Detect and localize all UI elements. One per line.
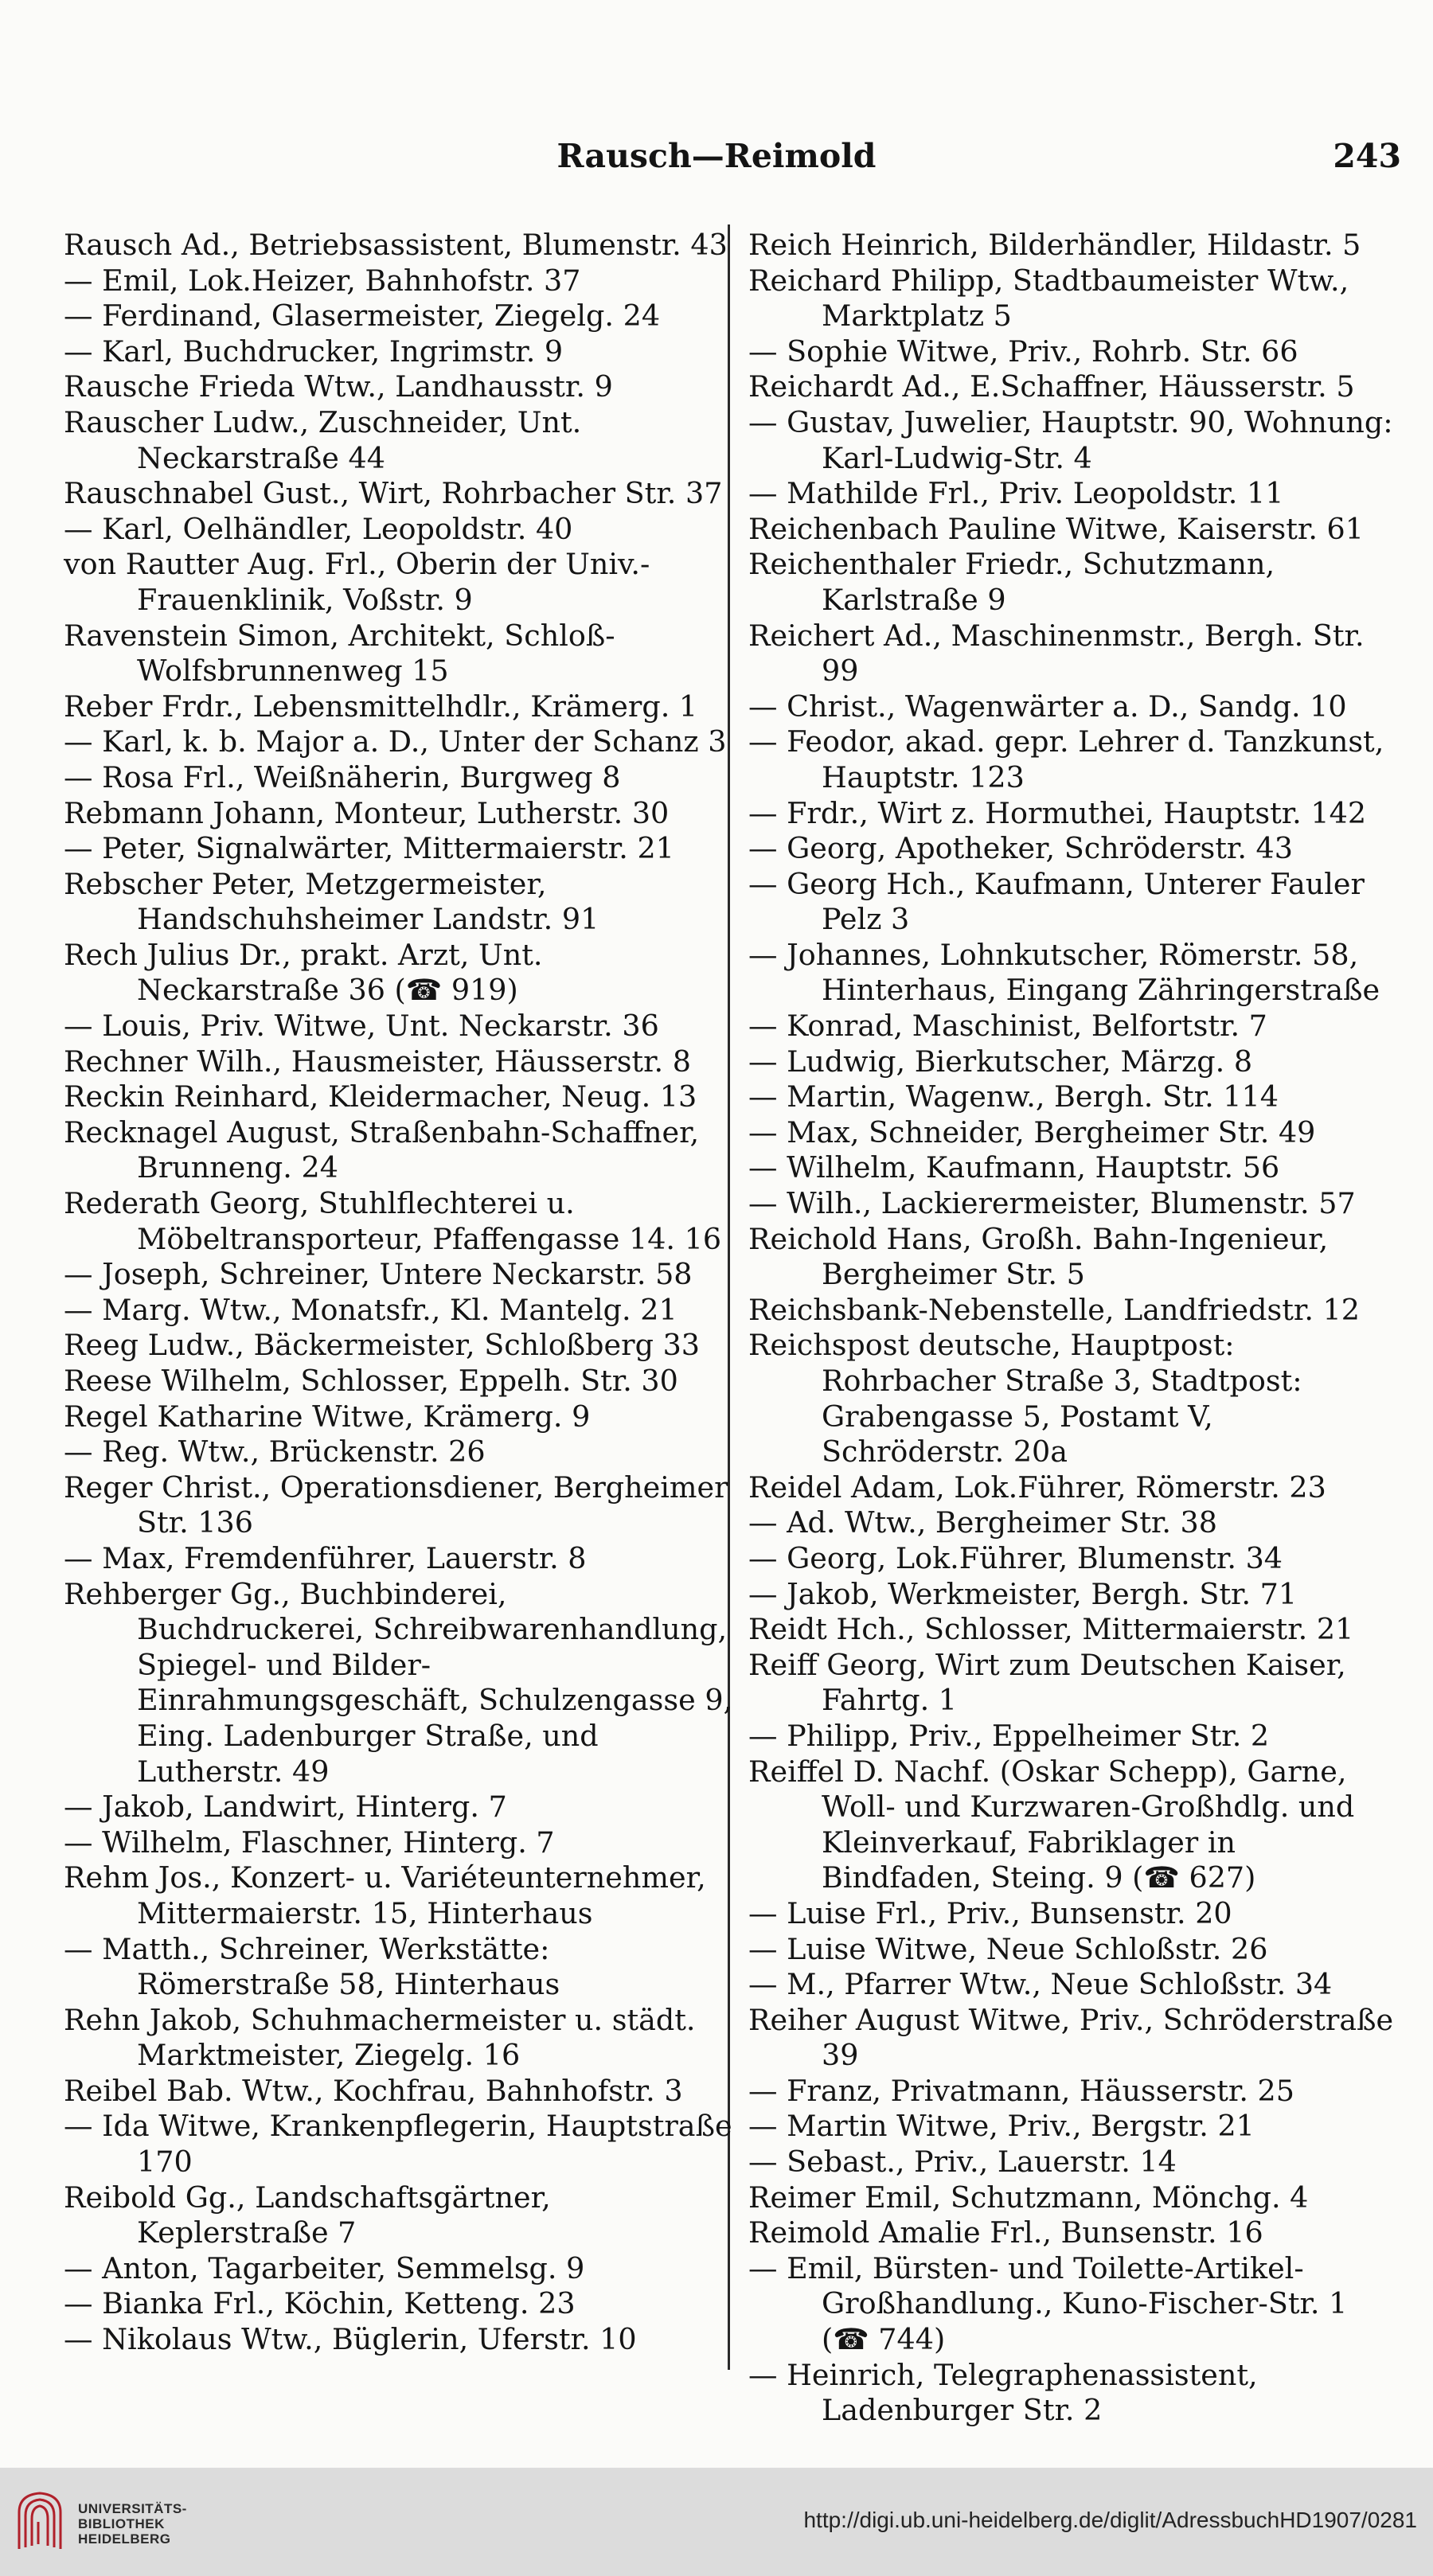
directory-entry: Reimold Amalie Frl., Bunsenstr. 16 <box>748 2215 1263 2250</box>
directory-entry: — Luise Frl., Priv., Bunsenstr. 20 <box>748 1895 1232 1930</box>
directory-entry: Rausche Frieda Wtw., Landhausstr. 9 <box>64 369 613 404</box>
directory-entry: Reidel Adam, Lok.Führer, Römerstr. 23 <box>748 1469 1326 1505</box>
directory-entry: — Christ., Wagenwärter a. D., Sandg. 10 <box>748 689 1347 724</box>
directory-entry: Rehberger Gg., Buchbinderei, Buchdruckerei, Schreibwarenhandlung, Spiegel- und Bilder-Einrahmungsgeschäft, Schulzengasse 9, Eing. Ladenburger Straße, und Lutherstr. 49 <box>64 1576 733 1789</box>
directory-entry: — Emil, Lok.Heizer, Bahnhofstr. 37 <box>64 263 581 298</box>
directory-entry: Reichert Ad., Maschinenmstr., Bergh. Str. 99 <box>748 618 1365 689</box>
directory-entry: Reichenbach Pauline Witwe, Kaiserstr. 61 <box>748 511 1364 546</box>
directory-entry: — Ad. Wtw., Bergheimer Str. 38 <box>748 1505 1217 1540</box>
directory-entry: — Bianka Frl., Köchin, Ketteng. 23 <box>64 2286 576 2321</box>
directory-entry: — Peter, Signalwärter, Mittermaierstr. 21 <box>64 831 674 866</box>
directory-entry: — Georg, Lok.Führer, Blumenstr. 34 <box>748 1540 1283 1575</box>
directory-entry: Regel Katharine Witwe, Krämerg. 9 <box>64 1399 591 1434</box>
directory-entry: Reeg Ludw., Bäckermeister, Schloßberg 33 <box>64 1328 701 1363</box>
directory-entry: — Mathilde Frl., Priv. Leopoldstr. 11 <box>748 476 1284 511</box>
university-library-logo-icon <box>14 2488 65 2555</box>
directory-entry: — Reg. Wtw., Brückenstr. 26 <box>64 1434 486 1469</box>
directory-entry: Rechner Wilh., Hausmeister, Häusserstr. 8 <box>64 1044 691 1079</box>
directory-entry: — Karl, Oelhändler, Leopoldstr. 40 <box>64 511 573 546</box>
running-head <box>0 137 1433 185</box>
directory-entry: Reiffel D. Nachf. (Oskar Schepp), Garne, Woll- und Kurzwaren-Großhdlg. und Kleinverkauf, Fabriklager in Bindfaden, Steing. 9 (☎ 627) <box>748 1754 1355 1895</box>
directory-entry: — Sebast., Priv., Lauerstr. 14 <box>748 2145 1177 2180</box>
directory-entry: Reichsbank-Nebenstelle, Landfriedstr. 12 <box>748 1292 1360 1327</box>
directory-entry: — Karl, k. b. Major a. D., Unter der Schanz 3 <box>64 724 727 759</box>
directory-entry: Reimer Emil, Schutzmann, Mönchg. 4 <box>748 2180 1309 2215</box>
directory-entry: — Ferdinand, Glasermeister, Ziegelg. 24 <box>64 299 661 334</box>
directory-entry: Reichenthaler Friedr., Schutzmann, Karlstraße 9 <box>748 547 1275 617</box>
directory-entry: — Ida Witwe, Krankenpflegerin, Hauptstraße 170 <box>64 2109 732 2180</box>
directory-entry: — Feodor, akad. gepr. Lehrer d. Tanzkunst, Hauptstr. 123 <box>748 724 1384 794</box>
directory-entry: — Nikolaus Wtw., Büglerin, Uferstr. 10 <box>64 2322 637 2357</box>
directory-entry: — Max, Fremdenführer, Lauerstr. 8 <box>64 1540 587 1575</box>
library-name: UNIVERSITÄTS- BIBLIOTHEK HEIDELBERG <box>78 2501 187 2547</box>
directory-entry: — Martin, Wagenw., Bergh. Str. 114 <box>748 1079 1279 1114</box>
directory-entry: Reibold Gg., Landschaftsgärtner, Keplerstraße 7 <box>64 2180 551 2250</box>
directory-entry: — Marg. Wtw., Monatsfr., Kl. Mantelg. 21 <box>64 1292 677 1327</box>
directory-entry: — Wilh., Lackierermeister, Blumenstr. 57 <box>748 1186 1356 1221</box>
directory-entry: Reich Heinrich, Bilderhändler, Hildastr. 5 <box>748 228 1361 262</box>
directory-entry: — M., Pfarrer Wtw., Neue Schloßstr. 34 <box>748 1967 1333 2002</box>
directory-entry: Rausch Ad., Betriebsassistent, Blumenstr. 43 <box>64 228 728 262</box>
directory-entry: Rebmann Johann, Monteur, Lutherstr. 30 <box>64 795 670 830</box>
directory-entry: Rederath Georg, Stuhlflechterei u. Möbeltransporteur, Pfaffengasse 14. 16 <box>64 1186 722 1256</box>
directory-entry: — Wilhelm, Kaufmann, Hauptstr. 56 <box>748 1150 1280 1185</box>
directory-entry: — Georg, Apotheker, Schröderstr. 43 <box>748 831 1293 866</box>
directory-entry: — Martin Witwe, Priv., Bergstr. 21 <box>748 2109 1255 2144</box>
directory-entry: — Heinrich, Telegraphenassistent, Ladenburger Str. 2 <box>748 2357 1258 2428</box>
directory-entry: Ravenstein Simon, Architekt, Schloß-Wolfsbrunnenweg 15 <box>64 618 615 689</box>
directory-entry: — Konrad, Maschinist, Belfortstr. 7 <box>748 1009 1267 1044</box>
directory-entry: Reckin Reinhard, Kleidermacher, Neug. 13 <box>64 1079 697 1114</box>
directory-entry: — Georg Hch., Kaufmann, Unterer Fauler Pelz 3 <box>748 866 1365 937</box>
directory-entry: — Karl, Buchdrucker, Ingrimstr. 9 <box>64 334 564 369</box>
directory-entry: — Anton, Tagarbeiter, Semmelsg. 9 <box>64 2250 585 2285</box>
directory-entry: — Joseph, Schreiner, Untere Neckarstr. 58 <box>64 1257 693 1292</box>
directory-entry: Reibel Bab. Wtw., Kochfrau, Bahnhofstr. 3 <box>64 2073 683 2108</box>
directory-entry: — Luise Witwe, Neue Schloßstr. 26 <box>748 1931 1268 1966</box>
directory-entry: — Jakob, Werkmeister, Bergh. Str. 71 <box>748 1576 1298 1611</box>
directory-entry: Rauschnabel Gust., Wirt, Rohrbacher Str. 37 <box>64 476 723 511</box>
directory-entry: Reiher August Witwe, Priv., Schröderstraße 39 <box>748 2002 1394 2073</box>
directory-entry: — Max, Schneider, Bergheimer Str. 49 <box>748 1114 1316 1149</box>
left-column <box>64 228 739 2358</box>
directory-entry: Reger Christ., Operationsdiener, Bergheimer Str. 136 <box>64 1469 728 1540</box>
directory-entry: — Sophie Witwe, Priv., Rohrb. Str. 66 <box>748 334 1298 369</box>
directory-entry: — Gustav, Juwelier, Hauptstr. 90, Wohnung: Karl-Ludwig-Str. 4 <box>748 404 1393 475</box>
directory-entry: Reichardt Ad., E.Schaffner, Häusserstr. 5 <box>748 369 1355 404</box>
directory-entry: von Rautter Aug. Frl., Oberin der Univ.-Frauenklinik, Voßstr. 9 <box>64 547 650 617</box>
directory-entry: Reber Frdr., Lebensmittelhdlr., Krämerg. 1 <box>64 689 698 724</box>
directory-entry: Reidt Hch., Schlosser, Mittermaierstr. 21 <box>748 1612 1354 1647</box>
directory-entry: — Emil, Bürsten- und Toilette-Artikel-Großhandlung., Kuno-Fischer-Str. 1 (☎ 744) <box>748 2250 1348 2357</box>
page-title: Rausch—Reimold <box>556 137 877 175</box>
directory-entry: Rehn Jakob, Schuhmachermeister u. städt. Marktmeister, Ziegelg. 16 <box>64 2002 696 2073</box>
page-number: 243 <box>1333 137 1401 175</box>
directory-entry: — Franz, Privatmann, Häusserstr. 25 <box>748 2073 1294 2108</box>
directory-entry: — Philipp, Priv., Eppelheimer Str. 2 <box>748 1718 1270 1753</box>
directory-entry: — Jakob, Landwirt, Hinterg. 7 <box>64 1790 507 1825</box>
directory-entry: Recknagel August, Straßenbahn-Schaffner, Brunneng. 24 <box>64 1114 700 1185</box>
directory-entry: Rech Julius Dr., prakt. Arzt, Unt. Neckarstraße 36 (☎ 919) <box>64 937 543 1008</box>
directory-entry: — Frdr., Wirt z. Hormuthei, Hauptstr. 142 <box>748 795 1367 830</box>
right-column <box>748 228 1401 2429</box>
directory-entry: Reichold Hans, Großh. Bahn-Ingenieur, Bergheimer Str. 5 <box>748 1221 1329 1292</box>
directory-entry: Reichspost deutsche, Hauptpost: Rohrbacher Straße 3, Stadtpost: Grabengasse 5, Postamt V, Schröderstr. 20a <box>748 1328 1302 1469</box>
directory-entry: Reiff Georg, Wirt zum Deutschen Kaiser, Fahrtg. 1 <box>748 1647 1346 1718</box>
directory-entry: — Louis, Priv. Witwe, Unt. Neckarstr. 36 <box>64 1009 659 1044</box>
directory-entry: Reichard Philipp, Stadtbaumeister Wtw., Marktplatz 5 <box>748 263 1349 334</box>
directory-entry: — Johannes, Lohnkutscher, Römerstr. 58, Hinterhaus, Eingang Zähringerstraße <box>748 937 1380 1008</box>
source-url[interactable]: http://digi.ub.uni-heidelberg.de/diglit/AdressbuchHD1907/0281 <box>803 2508 1417 2532</box>
footer-bar <box>0 2468 1433 2576</box>
directory-entry: Rehm Jos., Konzert- u. Variéteunternehmer, Mittermaierstr. 15, Hinterhaus <box>64 1860 706 1930</box>
directory-entry: Rebscher Peter, Metzgermeister, Handschuhsheimer Landstr. 91 <box>64 866 599 937</box>
directory-entry: — Rosa Frl., Weißnäherin, Burgweg 8 <box>64 759 621 794</box>
directory-entry: — Matth., Schreiner, Werkstätte: Römerstraße 58, Hinterhaus <box>64 1931 560 2002</box>
directory-entry: — Wilhelm, Flaschner, Hinterg. 7 <box>64 1825 555 1860</box>
directory-entry: Reese Wilhelm, Schlosser, Eppelh. Str. 30 <box>64 1364 678 1398</box>
directory-entry: — Ludwig, Bierkutscher, Märzg. 8 <box>748 1044 1253 1079</box>
directory-entry: Rauscher Ludw., Zuschneider, Unt. Neckarstraße 44 <box>64 404 582 475</box>
